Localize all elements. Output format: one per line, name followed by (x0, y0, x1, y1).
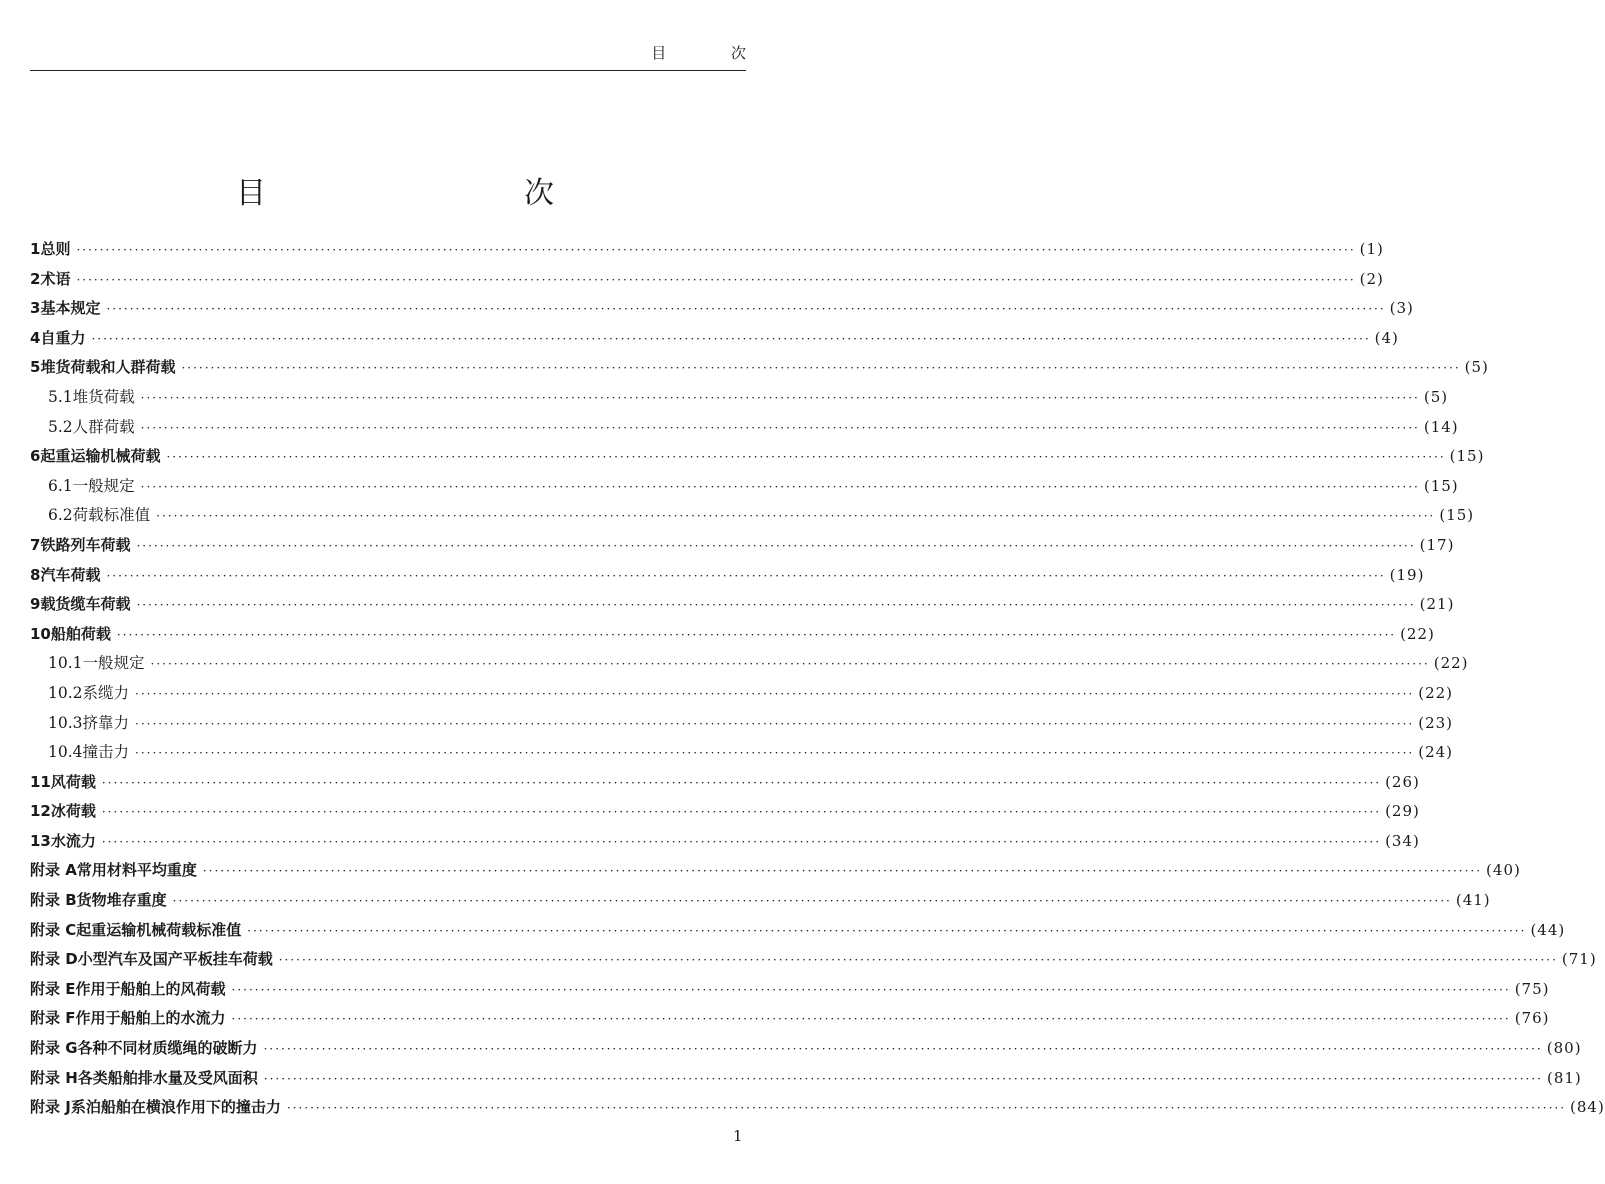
toc-entry-number: 2 (30, 269, 41, 288)
toc-entry-number: 10.4 (48, 743, 83, 762)
toc-entry-page: (26) (1385, 772, 1420, 791)
leader-dots: ···························································································································································································································· (156, 509, 1436, 524)
toc-subentry (30, 383, 1449, 413)
toc-entry (30, 827, 1420, 857)
toc-entry-number: 1 (30, 240, 41, 258)
toc-entry-label: 作用于船舶上的风荷载 (75, 979, 226, 998)
toc-entry-page: (14) (1423, 417, 1459, 436)
toc-entry-number: 10.2 (48, 683, 83, 702)
toc-entry-number: 9 (30, 595, 41, 614)
toc-entry-page: (17) (1419, 535, 1455, 554)
toc-entry-page: (22) (1418, 683, 1454, 702)
toc-entry-number: 附录 H (30, 1068, 78, 1087)
toc-entry-label: 常用材料平均重度 (76, 861, 197, 880)
toc-entry (30, 265, 1384, 295)
toc-entry-number: 5.1 (48, 387, 73, 406)
toc-entry-page: (2) (1359, 269, 1384, 288)
toc-entry-number: 6.2 (48, 506, 73, 525)
leader-dots: ···························································································································································································································· (140, 479, 1420, 494)
toc-entry (30, 797, 1420, 827)
toc-entry-number: 附录 F (30, 1009, 76, 1028)
toc-entry-page: (84) (1570, 1098, 1605, 1117)
toc-entry-number: 10.1 (48, 654, 83, 673)
leader-dots: ···························································································································································································································· (76, 272, 1356, 287)
toc-entry-number: 10 (30, 624, 51, 643)
toc-entry-number: 5.2 (48, 417, 73, 436)
toc-subentry (30, 679, 1454, 709)
toc-entry-label: 自重力 (40, 328, 86, 347)
toc-entry-number: 11 (30, 772, 51, 791)
leader-dots: ···························································································································································································································· (278, 953, 1558, 968)
toc-subentry (30, 501, 1475, 531)
toc-entry-page: (81) (1546, 1068, 1582, 1087)
toc-entry-page: (29) (1385, 802, 1420, 821)
toc-entry (30, 856, 1521, 886)
toc-entry-page: (21) (1419, 595, 1455, 614)
page-number: 1 (733, 1127, 743, 1145)
leader-dots: ···························································································································································································································· (101, 805, 1382, 820)
toc-entry (30, 353, 1489, 383)
leader-dots: ···························································································································································································································· (136, 538, 1416, 553)
toc-subentry (30, 738, 1454, 768)
toc-entry-page: (15) (1423, 476, 1459, 495)
toc-entry (30, 620, 1435, 650)
leader-dots: ···························································································································································································································· (231, 1012, 1511, 1027)
toc-entry-number: 6.1 (48, 476, 73, 495)
leader-dots: ···························································································································································································································· (106, 302, 1386, 317)
toc-subentry (30, 709, 1454, 739)
toc-entry-page: (34) (1385, 831, 1420, 850)
leader-dots: ···························································································································································································································· (135, 716, 1415, 731)
toc-entry (30, 1034, 1582, 1064)
toc-entry-label: 作用于船舶上的水流力 (75, 1009, 226, 1028)
toc-entry-label: 堆货荷载 (72, 387, 135, 406)
leader-dots: ···························································································································································································································· (181, 361, 1461, 376)
toc-entry-page: (19) (1389, 565, 1425, 584)
toc-entry-label: 风荷载 (50, 772, 96, 791)
toc-entry-label: 荷载标准值 (72, 506, 151, 525)
toc-entry (30, 531, 1455, 561)
leader-dots: ···························································································································································································································· (166, 450, 1446, 465)
leader-dots: ···························································································································································································································· (135, 746, 1415, 761)
leader-dots: ···························································································································································································································· (286, 1101, 1567, 1116)
toc-subentry (30, 649, 1469, 679)
toc-entry-page: (40) (1486, 861, 1521, 880)
toc-entry-label: 起重运输机械荷载 (40, 447, 161, 466)
leader-dots: ···························································································································································································································· (101, 834, 1382, 849)
toc-entry (30, 975, 1550, 1005)
toc-entry-number: 6 (30, 447, 41, 466)
toc-entry-label: 货物堆存重度 (76, 891, 167, 910)
toc-entry-page: (22) (1400, 624, 1435, 643)
toc-entry-label: 系缆力 (82, 683, 130, 702)
toc-entry-page: (41) (1455, 891, 1491, 910)
toc-entry (30, 235, 1384, 265)
toc-entry-number: 附录 A (30, 861, 77, 880)
running-header-title: 目 次 (651, 44, 776, 62)
toc-subentry (30, 413, 1459, 443)
toc-entry-page: (75) (1514, 979, 1550, 998)
toc-entry-label: 水流力 (50, 831, 96, 850)
toc-entry-number: 10.3 (48, 713, 83, 732)
toc-entry-page: (5) (1464, 358, 1489, 377)
toc-entry-label: 起重运输机械荷载标准值 (76, 920, 242, 939)
toc-entry-label: 一般规定 (72, 476, 135, 495)
toc-entry (30, 294, 1414, 324)
toc-entry-page: (4) (1374, 328, 1399, 347)
leader-dots: ···························································································································································································································· (263, 1071, 1543, 1086)
leader-dots: ···························································································································································································································· (135, 686, 1415, 701)
toc-entry (30, 1064, 1582, 1094)
toc-entry-label: 船舶荷载 (50, 624, 111, 643)
leader-dots: ···························································································································································································································· (140, 390, 1420, 405)
toc-entry-number: 7 (30, 535, 41, 554)
leader-dots: ···························································································································································································································· (150, 657, 1430, 672)
toc-entry-label: 小型汽车及国产平板挂车荷载 (77, 950, 273, 969)
leader-dots: ···························································································································································································································· (247, 923, 1527, 938)
toc-entry-label: 术语 (40, 269, 71, 288)
leader-dots: ···························································································································································································································· (231, 982, 1511, 997)
toc-entry (30, 442, 1485, 472)
toc-entry-page: (3) (1389, 299, 1414, 318)
toc-entry-page: (15) (1439, 506, 1475, 525)
leader-dots: ···························································································································································································································· (136, 598, 1416, 613)
toc-entry (30, 916, 1566, 946)
toc-entry-page: (76) (1514, 1009, 1550, 1028)
header-rule (30, 70, 746, 71)
leader-dots: ···························································································································································································································· (172, 894, 1452, 909)
toc-entry-label: 系泊船舶在横浪作用下的撞击力 (70, 1098, 281, 1117)
toc-entry-label: 基本规定 (40, 299, 101, 318)
toc-entry-label: 挤靠力 (82, 713, 130, 732)
leader-dots: ···························································································································································································································· (263, 1042, 1543, 1057)
toc-entry (30, 768, 1420, 798)
toc-entry (30, 324, 1399, 354)
toc-entry-number: 13 (30, 831, 51, 850)
toc-entry-page: (44) (1530, 920, 1566, 939)
toc-entry (30, 1004, 1550, 1034)
toc-entry-label: 一般规定 (82, 654, 145, 673)
toc-entry-label: 载货缆车荷载 (40, 595, 131, 614)
leader-dots: ···························································································································································································································· (101, 775, 1382, 790)
toc-entry-page: (5) (1423, 387, 1449, 406)
page-title: 目 次 (236, 176, 620, 211)
leader-dots: ···························································································································································································································· (202, 864, 1483, 879)
toc-entry-number: 附录 C (30, 920, 77, 939)
toc-entry (30, 561, 1425, 591)
toc-entry-label: 汽车荷载 (40, 565, 101, 584)
toc-entry (30, 945, 1597, 975)
toc-entry-page: (80) (1546, 1039, 1582, 1058)
toc-entry-page: (15) (1449, 447, 1485, 466)
toc-entry-number: 12 (30, 802, 51, 821)
toc-entry-number: 5 (30, 358, 41, 377)
toc-entry-number: 附录 G (30, 1039, 78, 1058)
toc-subentry (30, 472, 1459, 502)
toc-entry-label: 堆货荷载和人群荷载 (40, 358, 176, 377)
toc-entry-number: 附录 D (30, 950, 78, 969)
leader-dots: ···························································································································································································································· (91, 331, 1371, 346)
leader-dots: ···························································································································································································································· (106, 568, 1386, 583)
toc-entry-number: 附录 E (30, 979, 76, 998)
toc-entry-label: 各种不同材质缆绳的破断力 (77, 1039, 258, 1058)
toc-entry (30, 590, 1455, 620)
toc-entry-number: 4 (30, 328, 41, 347)
toc-entry-label: 铁路列车荷载 (40, 535, 131, 554)
toc-entry-label: 冰荷载 (50, 802, 96, 821)
toc-entry-number: 8 (30, 565, 41, 584)
toc-entry-number: 附录 B (30, 891, 77, 910)
toc-entry-label: 各类船舶排水量及受风面积 (77, 1068, 258, 1087)
toc-entry-page: (24) (1418, 743, 1454, 762)
toc-entry-label: 人群荷载 (72, 417, 135, 436)
toc-list (30, 235, 1605, 1123)
toc-entry-page: (71) (1561, 950, 1597, 969)
toc-entry-page: (22) (1433, 654, 1469, 673)
leader-dots: ···························································································································································································································· (116, 627, 1397, 642)
toc-entry-number: 3 (30, 299, 41, 318)
toc-entry-page: (1) (1359, 240, 1384, 258)
running-header (30, 42, 776, 63)
leader-dots: ···························································································································································································································· (76, 243, 1356, 257)
toc-entry-number: 附录 J (30, 1098, 71, 1117)
toc-entry (30, 886, 1491, 916)
toc-entry-page: (23) (1418, 713, 1454, 732)
toc-entry-label: 总则 (40, 240, 71, 258)
toc-entry-label: 撞击力 (82, 743, 130, 762)
leader-dots: ···························································································································································································································· (140, 420, 1420, 435)
toc-entry (30, 1093, 1605, 1123)
